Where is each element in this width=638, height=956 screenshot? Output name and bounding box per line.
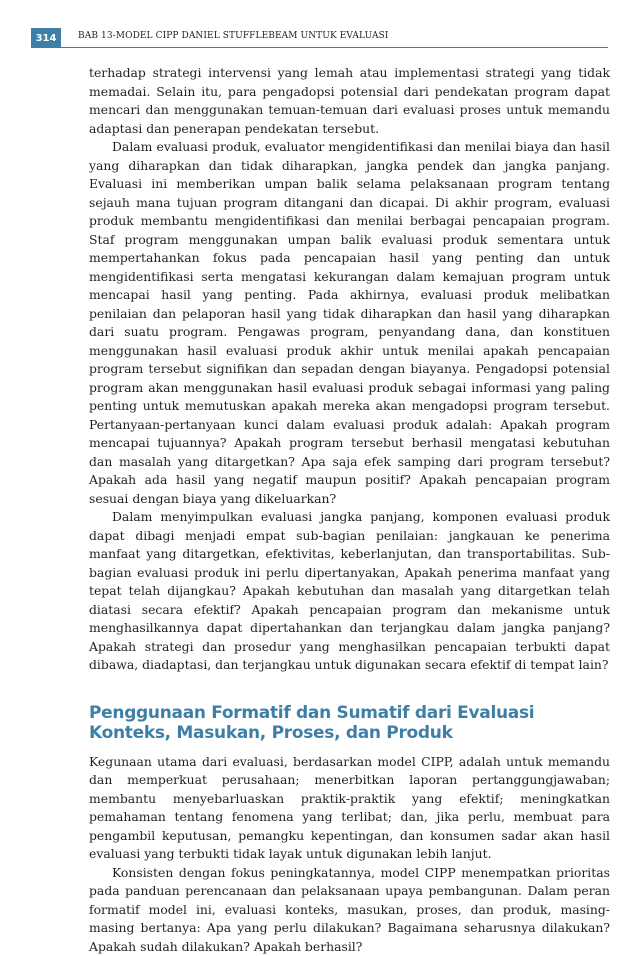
page-body: [89, 64, 610, 956]
paragraph: Dalam evaluasi produk, evaluator mengidentifikasi dan menilai biaya dan hasil yang diharapkan dan tidak diharapkan, jangka pendek dan jangka panjang. Evaluasi ini memberikan umpan balik selama pelaksanaan program tentang sejauh mana tujuan program ditangani dan dicapai. Di akhir program, evaluasi produk membantu mengidentifikasi dan menilai berbagai pencapaian program. Staf program menggunakan umpan balik evaluasi produk sementara untuk mempertahankan fokus pada pencapaian hasil yang penting dan untuk mengidentifikasi serta mengatasi kekurangan dalam kemajuan program untuk mencapai hasil yang penting. Pada akhirnya, evaluasi produk melibatkan penilaian dan pelaporan hasil yang tidak diharapkan dan hasil yang diharapkan dari suatu program. Pengawas program, penyandang dana, dan konstituen menggunakan hasil evaluasi produk akhir untuk menilai apakah pencapaian program tersebut signifikan dan sepadan dengan biayanya. Pengadopsi potensial program akan menggunakan hasil evaluasi produk sebagai informasi yang paling penting untuk memutuskan apakah mereka akan mengadopsi program tersebut. Pertanyaan-pertanyaan kunci dalam evaluasi produk adalah: Apakah program mencapai tujuannya? Apakah program tersebut berhasil mengatasi kebutuhan dan masalah yang ditargetkan? Apa saja efek samping dari program tersebut? Apakah ada hasil yang negatif maupun positif? Apakah pencapaian program sesuai dengan biaya yang dikeluarkan?: [89, 138, 610, 508]
header-divider: [61, 47, 608, 48]
running-head: BAB 13-MODEL CIPP DANIEL STUFFLEBEAM UNTUK EVALUASI: [78, 31, 389, 41]
paragraph: Konsisten dengan fokus peningkatannya, model CIPP menempatkan prioritas pada panduan perencanaan dan pelaksanaan upaya pembangunan. Dalam peran formatif model ini, evaluasi konteks, masukan, proses, dan produk, masing-masing bertanya: Apa yang perlu dilakukan? Bagaimana seharusnya dilakukan? Apakah sudah dilakukan? Apakah berhasil?: [89, 864, 610, 956]
paragraph: Kegunaan utama dari evaluasi, berdasarkan model CIPP, adalah untuk memandu dan memperkuat perusahaan; menerbitkan laporan pertanggungjawaban; membantu menyebarluaskan praktik-praktik yang efektif; meningkatkan pemahaman tentang fenomena yang terlibat; dan, jika perlu, membuat para pengambil keputusan, pemangku kepentingan, dan konsumen sadar akan hasil evaluasi yang terbukti tidak layak untuk digunakan lebih lanjut.: [89, 753, 610, 864]
page-number-badge: 314: [31, 28, 61, 48]
paragraph: terhadap strategi intervensi yang lemah atau implementasi strategi yang tidak memadai. Selain itu, para pengadopsi potensial dari pendekatan program dapat mencari dan menggunakan temuan-temuan dari evaluasi proses untuk memandu adaptasi dan penerapan pendekatan tersebut.: [89, 64, 610, 138]
paragraph: Dalam menyimpulkan evaluasi jangka panjang, komponen evaluasi produk dapat dibagi menjadi empat sub-bagian penilaian: jangkauan ke penerima manfaat yang ditargetkan, efektivitas, keberlanjutan, dan transportabilitas. Sub-bagian evaluasi produk ini perlu dipertanyakan, Apakah penerima manfaat yang tepat telah dijangkau? Apakah kebutuhan dan masalah yang ditargetkan telah diatasi secara efektif? Apakah pencapaian program dan mekanisme untuk menghasilkannya dapat dipertahankan dan terjangkau dalam jangka panjang? Apakah strategi dan prosedur yang menghasilkan pencapaian terbukti dapat dibawa, diadaptasi, dan terjangkau untuk digunakan secara efektif di tempat lain?: [89, 508, 610, 675]
section-title: Penggunaan Formatif dan Sumatif dari Evaluasi Konteks, Masukan, Proses, dan Produk: [89, 703, 610, 743]
page-header: [0, 0, 638, 56]
